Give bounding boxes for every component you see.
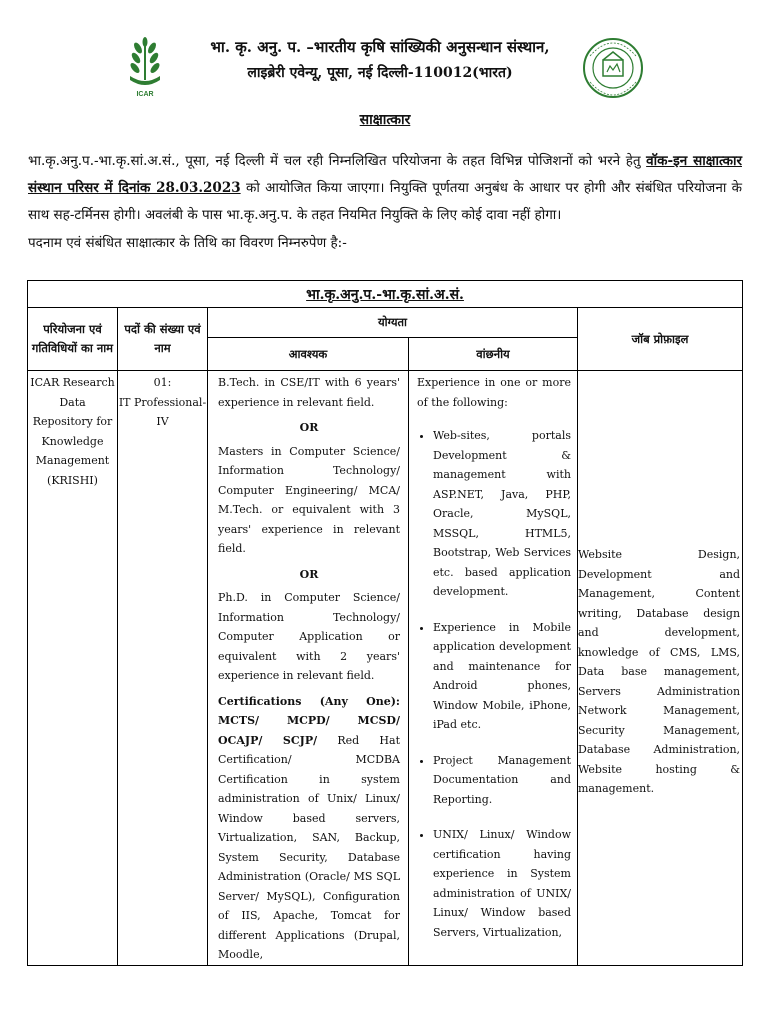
intro-walkin-date: वॉक-इन साक्षात्कार संस्थान परिसर में दिनांक 28.03.2023 [28,153,742,196]
or-divider: OR [299,567,319,581]
header-job-profile: जॉब प्रोफ़ाइल [578,308,743,371]
header-project: परियोजना एवं गतिविधियों का नाम [28,308,118,371]
essential-btech: B.Tech. in CSE/IT with 6 years' experience in relevant field. [218,376,400,409]
header-qualification: योग्यता [208,308,578,338]
intro-part1: भा.कृ.अनु.प.-भा.कृ.सां.अ.सं., पूसा, नई दिल्ली में चल रही निम्नलिखित परियोजना के तहत विभिन्न पोजिशनों को भरने हेतु [28,153,647,169]
intro-part2: को आयोजित किया जाएगा। नियुक्ति पूर्णतया अनुबंध के आधार पर होगी और संबंधित परियोजना के साथ सह-टर्मिनस होगी। अवलंबी के पास भा.कृ.अनु.प. के तहत नियमित नियुक्ति के लिए कोई दावा नहीं होगा। [28,180,743,223]
section-title [0,109,770,129]
posts-count: 01: [153,376,172,389]
desirable-list [417,426,571,942]
header-desirable: वांछनीय [409,338,578,371]
essential-certifications [218,692,400,965]
institute-address: लाइब्रेरी एवेन्यू, पूसा, नई दिल्ली-110012(भारत) [247,65,513,81]
designation-line: पदनाम एवं संबंधित साक्षात्कार के तिथि का विवरण निम्नरुपेण है:- [28,235,347,251]
icar-logo-caption: ICAR [136,91,154,98]
certifications-label: Certifications (Any One): MCTS/ MCPD/ MCSD/ OCAJP/ SCJP/ [218,694,400,747]
certifications-text: Red Hat Certification/ MCDBA Certification in system administration of Unix/ Linux/ Window based servers, Virtualization, SAN, Backup, System Security, Database Administration (Oracle/ MS SQL Server/ MySQL), Configuration of IIS, Apache, Tomcat for different Applications (Drupal, Moodle, [218,733,400,961]
section-title-text: साक्षात्कार [359,112,411,128]
list-item: • UNIX/ Linux/ Window certification having experience in System administration of UNIX/ Linux/ Window based Servers, Virtualization, [433,825,571,942]
list-item: • Project Management Documentation and Reporting. [433,751,571,810]
desirable-qualification-cell [409,371,578,966]
table-row [28,371,743,966]
posts-name: IT Professional-IV [118,395,207,428]
job-profile-cell [578,371,743,966]
job-profile-text: Website Design, Development and Management, Content writing, Database design and development, knowledge of CMS, LMS, Data base management, Servers Administration Network Management, Security Management, Database Administration, Website hosting & management. [578,548,741,795]
list-item: • Experience in Mobile application development and maintenance for Android phones, Window Mobile, iPhone, iPad etc. [433,618,571,735]
vacancy-table [27,280,743,966]
iasri-seal-logo [582,36,644,100]
institute-header [180,36,580,84]
icar-logo [124,36,166,100]
project-name-cell: ICAR Research Data Repository for Knowledge Management (KRISHI) [28,371,118,966]
desirable-intro: Experience in one or more of the following: [417,376,571,409]
table-org-heading: भा.कृ.अनु.प.-भा.कृ.सां.अ.सं. [28,281,743,308]
list-item: • Web-sites, portals Development & management with ASP.NET, Java, PHP, Oracle, MySQL, MSSQL, HTML5, Bootstrap, Web Services etc. based application development. [433,426,571,602]
essential-phd: Ph.D. in Computer Science/ Information Technology/ Computer Application or equivalent with 2 years' experience in relevant field. [218,591,400,682]
essential-masters: Masters in Computer Science/ Information Technology/ Computer Engineering/ MCA/ M.Tech. or equivalent with 3 years' experience in relevant field. [218,444,400,555]
institute-name: भा. कृ. अनु. प. –भारतीय कृषि सांख्यिकी अनुसन्धान संस्थान, [210,38,550,56]
intro-paragraph [28,148,742,229]
header-posts: पदों की संख्या एवं नाम [118,308,208,371]
or-divider: OR [299,421,319,434]
posts-cell [118,371,208,966]
essential-qualification-cell [208,371,409,966]
header-essential: आवश्यक [208,338,409,371]
